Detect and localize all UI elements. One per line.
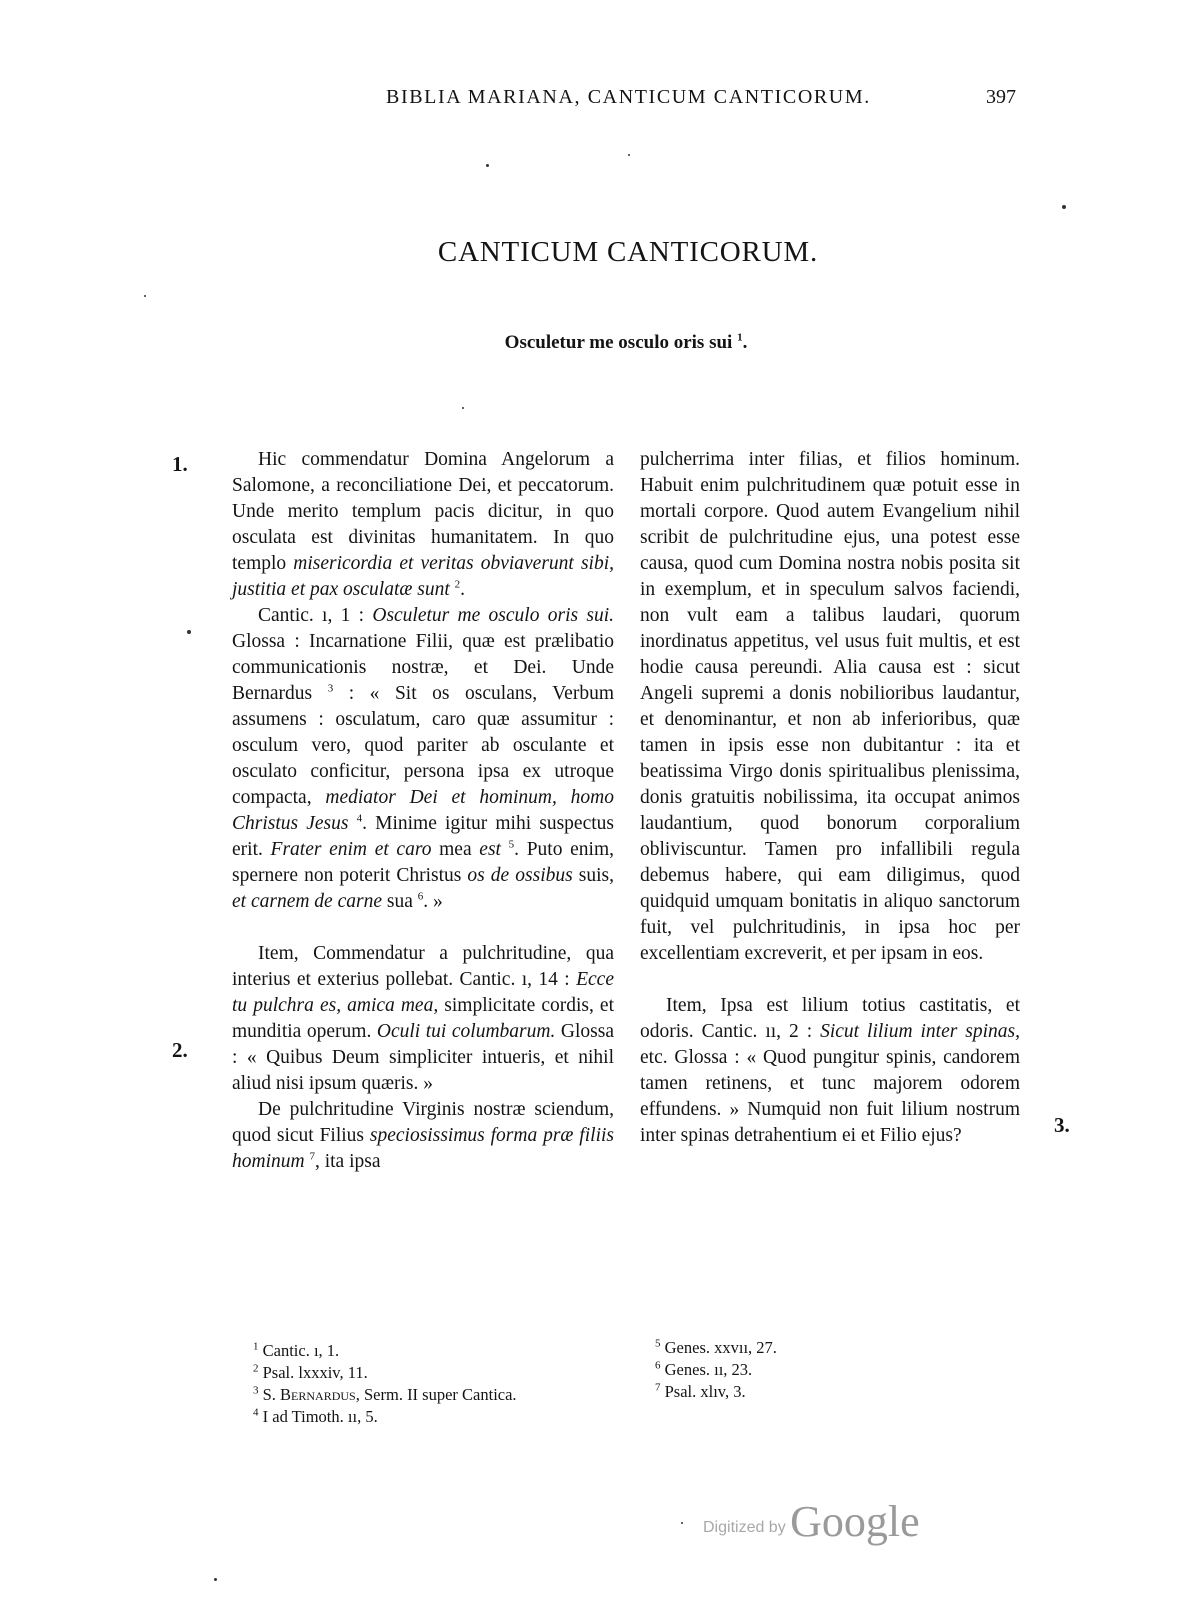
italic-quote: Oculi tui columbarum. (376, 1021, 556, 1042)
italic-quote: Ecce tu pulchra es, amica mea, (232, 969, 614, 1016)
text: . Minime igitur mihi suspectus erit. (232, 813, 615, 860)
subtitle-end: . (742, 332, 748, 353)
footnote-ref: 6 (417, 890, 424, 903)
footnote (253, 1362, 517, 1384)
italic-quote: misericordia et veritas obviaverunt sibi, justitia et pax osculatæ sunt (232, 553, 614, 600)
footnote-text: I ad Timoth. ıı, 5. (262, 1407, 378, 1426)
text: sua (381, 891, 418, 912)
text: , ita ipsa (314, 1151, 381, 1172)
watermark-brand: Google (790, 1497, 920, 1546)
paragraph (232, 447, 614, 603)
watermark-prefix: Digitized by (703, 1519, 786, 1536)
footnote-text: Psal. lxxxiv, 11. (262, 1363, 368, 1382)
italic-quote: speciosissimus forma præ filiis hominum (232, 1125, 614, 1172)
footnote-number: 5 (655, 1337, 661, 1350)
scan-speck (486, 164, 489, 167)
footnote (655, 1359, 777, 1381)
scan-speck (628, 154, 630, 156)
footnote-ref: 3 (327, 682, 334, 695)
footnote (253, 1384, 517, 1406)
page-number: 397 (986, 86, 1016, 108)
italic-quote: mediator Dei et hominum, homo Christus Jesus (232, 787, 614, 834)
footnote-text: Genes. ıı, 23. (664, 1360, 753, 1379)
text: etc. Glossa : « Quod pungitur spinis, candorem tamen retinens, et tunc majorem odorem effundens. » Numquid non fuit lilium nostrum inter spinas detrahentium ei et Filio ejus? (640, 1047, 1020, 1146)
text: De pulchritudine Virginis nostræ sciendum, quod sicut Filius (232, 1099, 614, 1146)
footnote-number: 1 (253, 1340, 259, 1353)
footnotes-right (655, 1337, 777, 1403)
footnote-text: Genes. xxvıı, 27. (664, 1338, 777, 1357)
scan-speck (214, 1578, 217, 1581)
footnote-ref: 7 (309, 1150, 315, 1163)
text: Cantic. ı, 1 : (258, 605, 373, 626)
text: Hic commendatur Domina Angelorum a Salomone, a reconciliatione Dei, et peccatorum. Unde merito templum pacis dicitur, in quo osculata est divinitas humanitatem. In quo templo (232, 449, 614, 574)
italic-quote: Sicut lilium inter spinas, (820, 1021, 1020, 1042)
footnotes-left (253, 1340, 517, 1428)
paragraph (232, 603, 614, 915)
scan-speck (144, 295, 146, 297)
footnote-text: , Serm. II super Cantica. (355, 1385, 517, 1404)
italic-quote: est (479, 839, 501, 860)
footnote-number: 4 (253, 1406, 259, 1419)
paragraph (640, 993, 1020, 1149)
left-column (232, 447, 614, 1175)
text: simplicitate cordis, et munditia operum. (232, 995, 614, 1042)
text: . (460, 579, 465, 600)
footnote-ref: 2 (454, 578, 461, 591)
page-title: CANTICUM CANTICORUM. (437, 236, 819, 268)
text: Item, Ipsa est lilium totius castitatis, et odoris. Cantic. ıı, 2 : (640, 995, 1020, 1042)
footnote (253, 1406, 517, 1428)
paragraph: pulcherrima inter filias, et filios hominum. Habuit enim pulchritudinem quæ potuit esse in mortali corpore. Quod autem Evangelium nihil scribit de pulchritudine ejus, una potest esse causa, quod cum Domina nostra nobis posita sit in exemplum, et in speculum salvos faciendi, non vult eam a talibus laudari, quorum inordinatus appetitus, vel usus fuit multis, et est hodie causa pereundi. Alia causa est : sicut Angeli supremi a donis nobilioribus laudantur, et denominantur, et non ab inferioribus, quæ tamen in ipsis esse non dubitantur : ita et beatissima Virgo donis spiritualibus plenissima, donis gratuitis nobilissima, ita occupat animos laudantium, quod bonorum corporalium obliviscuntur. Tamen pro infallibili regula debemus habere, qui eam diligimus, quod quidquid umquam bonitatis in aliquo sanctorum fuit, vel pulchritudinis, in ipsa hoc per excellentiam excreverit, et per ipsam in eos. (640, 449, 1020, 964)
italic-quote: Osculetur me osculo oris sui. (372, 605, 614, 626)
margin-number-3: 3. (1054, 1113, 1070, 1137)
subtitle-text: Osculetur me osculo oris sui (504, 332, 733, 353)
footnote-text: Cantic. ı, 1. (262, 1341, 340, 1360)
text: Glossa : Incarnatione Filii, quæ est prælibatio communicationis nostræ, et Dei. Unde Bernardus (232, 631, 614, 704)
footnote-number: 6 (655, 1359, 661, 1372)
italic-quote: Frater enim et caro (270, 839, 432, 860)
text: . » (423, 891, 443, 912)
running-head: BIBLIA MARIANA, CANTICUM CANTICORUM. (386, 86, 871, 108)
right-column (640, 447, 1020, 1149)
text: mea (431, 839, 480, 860)
footnote-ref: 1 (737, 331, 743, 344)
footnote-text: Psal. xlıv, 3. (664, 1382, 746, 1401)
footnote-number: 7 (655, 1381, 661, 1394)
footnote-ref: 5 (508, 838, 515, 851)
footnote-ref: 4 (356, 812, 363, 825)
text: . Puto enim, spernere non poterit Christus (232, 839, 614, 886)
scan-speck (681, 1522, 683, 1524)
margin-number-2: 2. (172, 1038, 188, 1062)
paragraph (232, 1097, 614, 1175)
text: Item, Commendatur a pulchritudine, qua interius et exterius pollebat. Cantic. ı, 14 : (232, 943, 614, 990)
footnote (655, 1337, 777, 1359)
footnote (655, 1381, 777, 1403)
text: Glossa : « Quibus Deum simpliciter intueris, et nihil aliud nisi ipsum quæris. » (232, 1021, 614, 1094)
subtitle (0, 332, 1184, 354)
footnote-author: S. Bernardus (262, 1385, 356, 1404)
italic-quote: os de ossibus (467, 865, 573, 886)
scan-speck (187, 630, 191, 634)
margin-number-1: 1. (172, 452, 188, 476)
scan-speck (1062, 205, 1066, 209)
footnote (253, 1340, 517, 1362)
paragraph (232, 941, 614, 1097)
italic-quote: et carnem de carne (232, 891, 382, 912)
scan-speck (462, 407, 464, 409)
footnote-number: 2 (253, 1362, 259, 1375)
footnote-number: 3 (253, 1384, 259, 1397)
digitized-watermark (703, 1496, 920, 1547)
text: : « Sit os osculans, Verbum assumens : osculatum, caro quæ assumitur : osculum vero, quod pariter ab osculante et osculato conficitur, persona ipsa ex utroque compacta, (232, 683, 614, 808)
text: suis, (572, 865, 614, 886)
